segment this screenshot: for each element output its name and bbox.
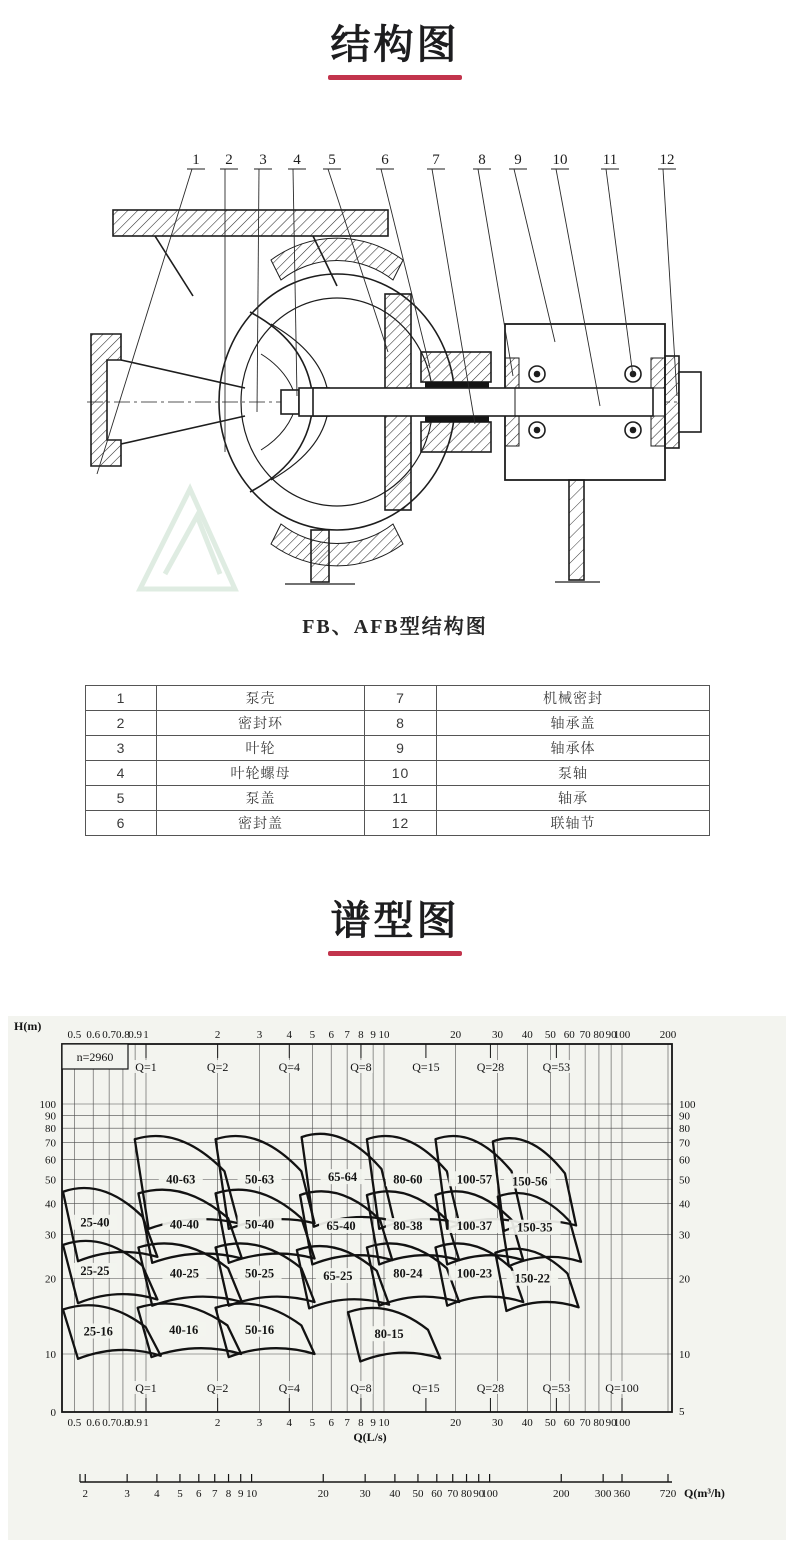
axis-tick-label: 80 xyxy=(593,1029,605,1041)
axis-tick-label: 90 xyxy=(45,1110,56,1123)
axis-tick-label: 10 xyxy=(679,1349,690,1361)
axis-tick-label: 20 xyxy=(45,1273,56,1286)
axis-tick-label: 60 xyxy=(431,1488,443,1500)
part-name-cell: 轴承体 xyxy=(437,736,710,761)
model-label: 65-40 xyxy=(326,1219,356,1234)
axis-tick-label: 4 xyxy=(154,1488,160,1500)
axis-tick-label: 50 xyxy=(679,1174,690,1187)
iso-flow-label: Q=4 xyxy=(278,1060,301,1074)
iso-flow-label: Q=15 xyxy=(412,1381,440,1395)
axis-tick-label: 0.5 xyxy=(67,1417,82,1429)
axis-tick-label: 100 xyxy=(679,1099,696,1111)
part-number-cell: 4 xyxy=(86,761,157,786)
callout-number: 3 xyxy=(259,152,267,168)
part-name-cell: 叶轮 xyxy=(157,736,365,761)
axis-tick-label: 2 xyxy=(214,1029,221,1041)
axis-tick-label: 70 xyxy=(447,1488,459,1500)
axis-tick-label: 70 xyxy=(579,1417,591,1429)
axis-tick-label: 0.6 xyxy=(86,1417,101,1429)
axis-tick-label: 10 xyxy=(246,1488,258,1500)
callout-number: 12 xyxy=(659,152,675,168)
axis-tick-label: 100 xyxy=(613,1029,631,1041)
axis-tick-label: 80 xyxy=(593,1417,605,1429)
axis-tick-label: 30 xyxy=(45,1229,56,1242)
part-name-cell: 泵盖 xyxy=(157,786,365,811)
section1-title: 结构图 xyxy=(330,23,460,67)
iso-flow-label: Q=100 xyxy=(605,1381,639,1395)
axis-tick-label: 360 xyxy=(613,1488,631,1500)
iso-flow-label: Q=28 xyxy=(476,1060,505,1074)
model-label: 65-25 xyxy=(323,1269,353,1284)
axis-tick-label: 20 xyxy=(679,1273,690,1286)
iso-flow-label: Q=15 xyxy=(412,1060,440,1074)
axis-tick-label: 3 xyxy=(256,1029,263,1041)
axis-tick-label: 90 xyxy=(605,1417,617,1429)
callout-leader-line xyxy=(514,169,555,342)
model-label: 50-63 xyxy=(244,1172,275,1187)
part-name-cell: 轴承 xyxy=(437,786,710,811)
axis-tick-label: 0.7 xyxy=(102,1029,117,1041)
axis-tick-label: 300 xyxy=(594,1488,612,1500)
callout-number: 9 xyxy=(514,152,522,168)
axis-tick-label: 7 xyxy=(211,1488,218,1500)
model-label: 150-22 xyxy=(514,1271,551,1286)
axis-tick-label: 200 xyxy=(659,1029,677,1041)
axis-tick-label: 8 xyxy=(225,1488,232,1500)
pump-structure-figure xyxy=(85,144,705,639)
model-label: 80-38 xyxy=(393,1219,423,1234)
axis-tick-label: 30 xyxy=(492,1417,504,1429)
part-number-cell: 8 xyxy=(365,711,437,736)
iso-flow-label: Q=53 xyxy=(542,1381,571,1395)
axis-tick-label: 0 xyxy=(50,1407,56,1419)
spectrum-chart-wrap xyxy=(0,1014,790,1550)
table-row xyxy=(86,711,710,736)
model-label: 40-16 xyxy=(169,1322,199,1337)
model-label: 150-56 xyxy=(512,1174,548,1189)
model-label: 100-57 xyxy=(456,1172,493,1187)
iso-flow-label: Q=4 xyxy=(278,1381,301,1395)
axis-tick-label: 50 xyxy=(45,1174,56,1187)
model-label: 100-23 xyxy=(456,1266,493,1281)
model-label: 50-40 xyxy=(244,1217,275,1232)
callout-number: 5 xyxy=(328,152,336,168)
iso-flow-label: Q=2 xyxy=(206,1381,229,1395)
axis-tick-label: 60 xyxy=(679,1154,690,1167)
model-label: 25-16 xyxy=(83,1324,113,1339)
axis-tick-label: 60 xyxy=(563,1029,575,1041)
axis-tick-label: 70 xyxy=(679,1137,690,1150)
axis-tick-label: 70 xyxy=(579,1029,591,1041)
axis-tick-label: 5 xyxy=(679,1406,685,1418)
part-name-cell: 泵轴 xyxy=(437,761,710,786)
table-row xyxy=(86,761,710,786)
section2-title: 谱型图 xyxy=(330,899,460,943)
axis-tick-label: 70 xyxy=(45,1137,56,1150)
axis-tick-label: 6 xyxy=(328,1417,334,1429)
axis-tick-label: 2 xyxy=(214,1417,221,1429)
axis-tick-label: 0.9 xyxy=(128,1029,142,1041)
part-number-cell: 7 xyxy=(365,686,437,711)
part-name-cell: 泵壳 xyxy=(157,686,365,711)
part-name-cell: 密封盖 xyxy=(157,811,365,836)
axis-tick-label: 8 xyxy=(358,1029,364,1041)
part-name-cell: 密封环 xyxy=(157,711,365,736)
axis-tick-label: 0.9 xyxy=(128,1417,142,1429)
axis-tick-label: 9 xyxy=(370,1417,376,1429)
callout-number: 1 xyxy=(192,152,200,168)
callout-number: 7 xyxy=(432,152,440,168)
callout-number: 11 xyxy=(602,152,618,168)
callout-leader-line xyxy=(478,169,513,376)
axis-tick-label: 50 xyxy=(544,1417,556,1429)
axis-tick-label: 30 xyxy=(359,1488,371,1500)
axis-tick-label: 10 xyxy=(378,1417,390,1429)
axis-tick-label: 90 xyxy=(473,1488,485,1500)
part-number-cell: 9 xyxy=(365,736,437,761)
axis-tick-label: 40 xyxy=(521,1417,533,1429)
axis-tick-label: 60 xyxy=(45,1154,56,1167)
axis-tick-label: 50 xyxy=(544,1029,556,1041)
pump-body xyxy=(91,210,701,584)
table-row xyxy=(86,686,710,711)
axis-tick-label: 0.8 xyxy=(116,1417,130,1429)
axis-tick-label: 40 xyxy=(679,1198,690,1211)
model-label: 50-25 xyxy=(244,1266,275,1281)
axis-tick-label: 40 xyxy=(45,1198,56,1211)
axis-tick-label: 9 xyxy=(370,1029,376,1041)
callout-number: 6 xyxy=(381,152,389,168)
axis-tick-label: 80 xyxy=(45,1123,56,1136)
iso-flow-label: Q=1 xyxy=(135,1060,157,1074)
axis-tick-label: 100 xyxy=(613,1417,631,1429)
callout-number: 4 xyxy=(293,152,301,168)
axis-tick-label: 1 xyxy=(143,1417,149,1429)
axis-tick-label: 80 xyxy=(679,1123,690,1136)
axis-tick-label: 100 xyxy=(481,1488,498,1500)
axis-tick-label: 1 xyxy=(143,1029,149,1041)
axis-tick-label: 0.6 xyxy=(86,1029,101,1041)
axis-tick-label: 10 xyxy=(378,1029,390,1041)
part-name-cell: 轴承盖 xyxy=(437,711,710,736)
iso-flow-label: Q=28 xyxy=(476,1381,505,1395)
table-row xyxy=(86,811,710,836)
watermark-logo xyxy=(140,489,235,589)
parts-table xyxy=(85,685,710,836)
table-row xyxy=(86,736,710,761)
part-number-cell: 2 xyxy=(86,711,157,736)
axis-tick-label: 20 xyxy=(450,1417,462,1429)
pump-cross-section-drawing xyxy=(85,144,705,599)
part-number-cell: 1 xyxy=(86,686,157,711)
axis-tick-label: 8 xyxy=(358,1417,364,1429)
axis-tick-label: 3 xyxy=(124,1488,130,1500)
part-name-cell: 机械密封 xyxy=(437,686,710,711)
axis-tick-label: 30 xyxy=(679,1229,690,1242)
section1-title-underline xyxy=(328,75,462,80)
model-label: 80-60 xyxy=(393,1172,423,1187)
pump-selection-spectrum-chart xyxy=(0,1014,790,1545)
figure-caption: FB、AFB型结构图 xyxy=(302,616,488,638)
model-label: 150-35 xyxy=(517,1220,553,1235)
part-number-cell: 5 xyxy=(86,786,157,811)
model-label: 25-25 xyxy=(80,1263,110,1278)
axis-tick-label: 60 xyxy=(563,1417,575,1429)
model-label: 80-24 xyxy=(393,1266,423,1281)
axis-tick-label: 2 xyxy=(82,1488,88,1500)
axis-tick-label: 0.5 xyxy=(67,1029,82,1041)
callout-number: 10 xyxy=(552,152,568,168)
part-number-cell: 3 xyxy=(86,736,157,761)
axis-tick-label: 6 xyxy=(328,1029,334,1041)
part-number-cell: 6 xyxy=(86,811,157,836)
axis-tick-label: 3 xyxy=(256,1417,263,1429)
speed-label: n=2960 xyxy=(76,1050,114,1064)
part-number-cell: 10 xyxy=(365,761,437,786)
model-label: 25-40 xyxy=(80,1215,110,1230)
axis-tick-label: 5 xyxy=(309,1417,316,1429)
axis-tick-label: 200 xyxy=(552,1488,570,1500)
model-label: 40-63 xyxy=(166,1172,196,1187)
axis-tick-label: 50 xyxy=(412,1488,424,1500)
section2-title-underline xyxy=(328,951,462,956)
axis-tick-label: 5 xyxy=(309,1029,316,1041)
iso-flow-label: Q=53 xyxy=(542,1060,571,1074)
axis-tick-label: 80 xyxy=(461,1488,473,1500)
model-label: 40-25 xyxy=(169,1266,199,1281)
part-name-cell: 叶轮螺母 xyxy=(157,761,365,786)
y-axis-title: H(m) xyxy=(14,1019,42,1033)
x-axis-title-m3h: Q(m³/h) xyxy=(684,1486,725,1500)
callout-number: 8 xyxy=(478,152,486,168)
axis-tick-label: 20 xyxy=(317,1488,329,1500)
axis-tick-label: 90 xyxy=(605,1029,617,1041)
axis-tick-label: 90 xyxy=(679,1110,690,1123)
axis-tick-label: 7 xyxy=(344,1029,350,1041)
axis-tick-label: 9 xyxy=(237,1488,244,1500)
axis-tick-label: 20 xyxy=(450,1029,462,1041)
part-number-cell: 12 xyxy=(365,811,437,836)
axis-tick-label: 40 xyxy=(521,1029,533,1041)
model-label: 50-16 xyxy=(244,1322,275,1337)
model-label: 40-40 xyxy=(169,1217,199,1232)
x-axis-title-ls: Q(L/s) xyxy=(353,1430,387,1444)
axis-tick-label: 10 xyxy=(45,1349,56,1361)
axis-tick-label: 5 xyxy=(177,1488,183,1500)
table-row xyxy=(86,786,710,811)
axis-tick-label: 7 xyxy=(344,1417,350,1429)
part-number-cell: 11 xyxy=(365,786,437,811)
part-name-cell: 联轴节 xyxy=(437,811,710,836)
model-label: 65-64 xyxy=(328,1170,358,1185)
axis-tick-label: 0.7 xyxy=(102,1417,117,1429)
iso-flow-label: Q=8 xyxy=(350,1381,372,1395)
axis-tick-label: 6 xyxy=(196,1488,202,1500)
model-label: 100-37 xyxy=(456,1219,493,1234)
callout-leader-line xyxy=(257,169,259,412)
axis-tick-label: 720 xyxy=(659,1488,677,1500)
parts-table-body xyxy=(86,686,710,836)
axis-tick-label: 40 xyxy=(389,1488,401,1500)
axis-tick-label: 30 xyxy=(492,1029,504,1041)
iso-flow-label: Q=1 xyxy=(135,1381,157,1395)
iso-flow-label: Q=2 xyxy=(206,1060,229,1074)
axis-tick-label: 4 xyxy=(286,1029,293,1041)
callout-number: 2 xyxy=(225,152,233,168)
model-label: 80-15 xyxy=(374,1327,404,1342)
axis-tick-label: 4 xyxy=(286,1417,293,1429)
axis-tick-label: 0.8 xyxy=(116,1029,130,1041)
axis-tick-label: 100 xyxy=(39,1099,56,1111)
iso-flow-label: Q=8 xyxy=(350,1060,372,1074)
